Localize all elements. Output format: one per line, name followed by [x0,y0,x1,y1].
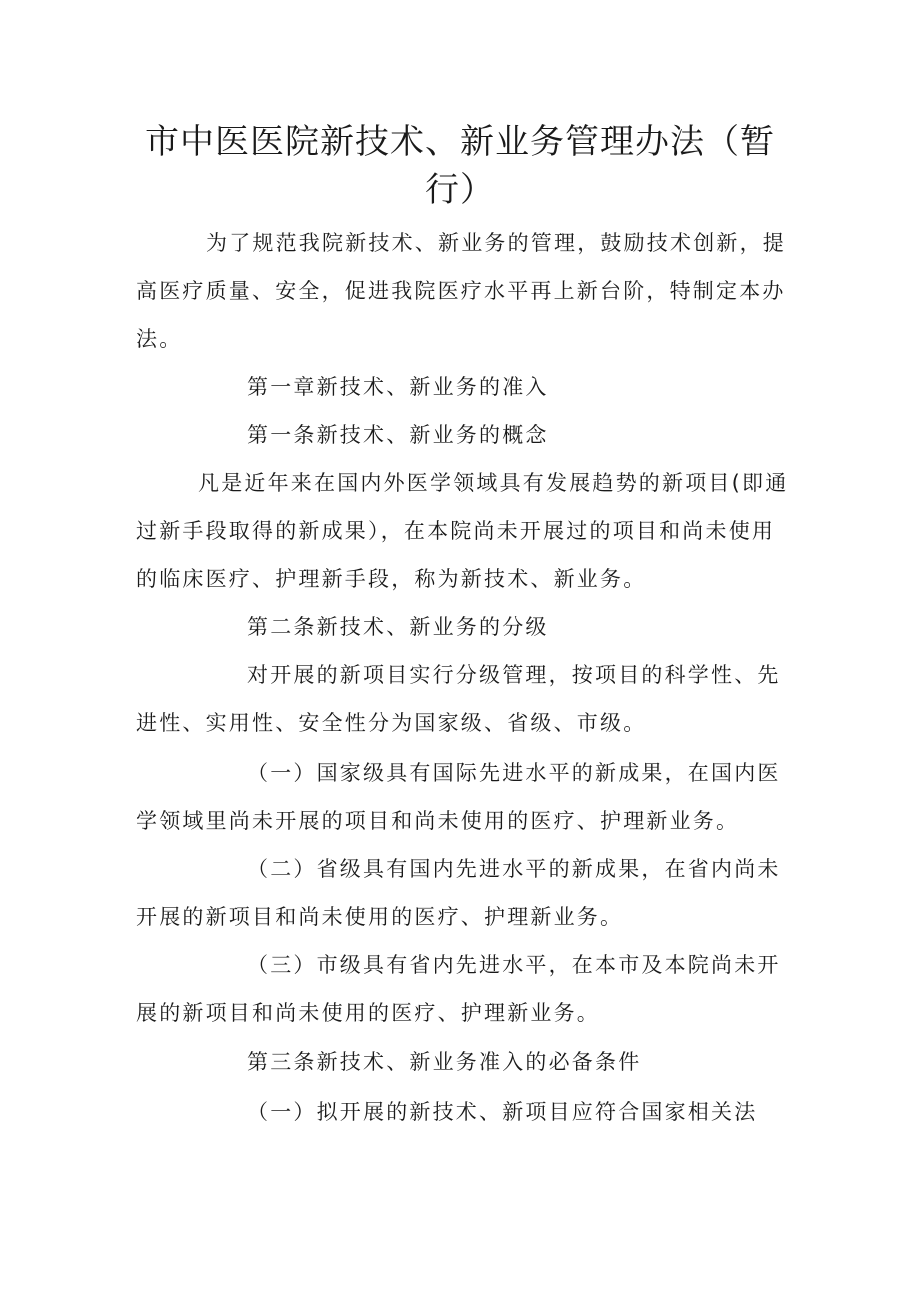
document-title: 市中医医院新技术、新业务管理办法（暂行） [145,122,775,210]
list-item-line: （三）市级具有省内先进水平，在本市及本院尚未开 [247,953,781,977]
paragraph-line: 为了规范我院新技术、新业务的管理，鼓励技术创新，提 [206,231,786,255]
paragraph-line: 高医疗质量、安全，促进我院医疗水平再上新台阶，特制定本办 [136,279,786,303]
paragraph-line: 法。 [136,327,183,351]
list-item-line: （一）国家级具有国际先进水平的新成果，在国内医 [247,761,781,785]
list-item-line: 开展的新项目和尚未使用的医疗、护理新业务。 [136,905,624,929]
list-item-line: （二）省级具有国内先进水平的新成果，在省内尚未 [247,857,781,881]
chapter-heading: 第一章新技术、新业务的准入 [247,375,549,399]
paragraph-line: 凡是近年来在国内外医学领域具有发展趋势的新项目(即通 [198,471,789,495]
paragraph-line: 对开展的新项目实行分级管理，按项目的科学性、先 [247,663,781,687]
paragraph-line: 的临床医疗、护理新手段，称为新技术、新业务。 [136,567,647,591]
article-heading: 第三条新技术、新业务准入的必备条件 [247,1050,642,1074]
list-item-line: 学领域里尚未开展的项目和尚未使用的医疗、护理新业务。 [136,809,740,833]
paragraph-line: 过新手段取得的新成果），在本院尚未开展过的项目和尚未使用 [136,519,776,543]
paragraph-line: 进性、实用性、安全性分为国家级、省级、市级。 [136,711,647,735]
list-item-line: （一）拟开展的新技术、新项目应符合国家相关法 [247,1100,758,1124]
article-heading: 第一条新技术、新业务的概念 [247,423,549,447]
list-item-line: 展的新项目和尚未使用的医疗、护理新业务。 [136,1001,600,1025]
article-heading: 第二条新技术、新业务的分级 [247,615,549,639]
